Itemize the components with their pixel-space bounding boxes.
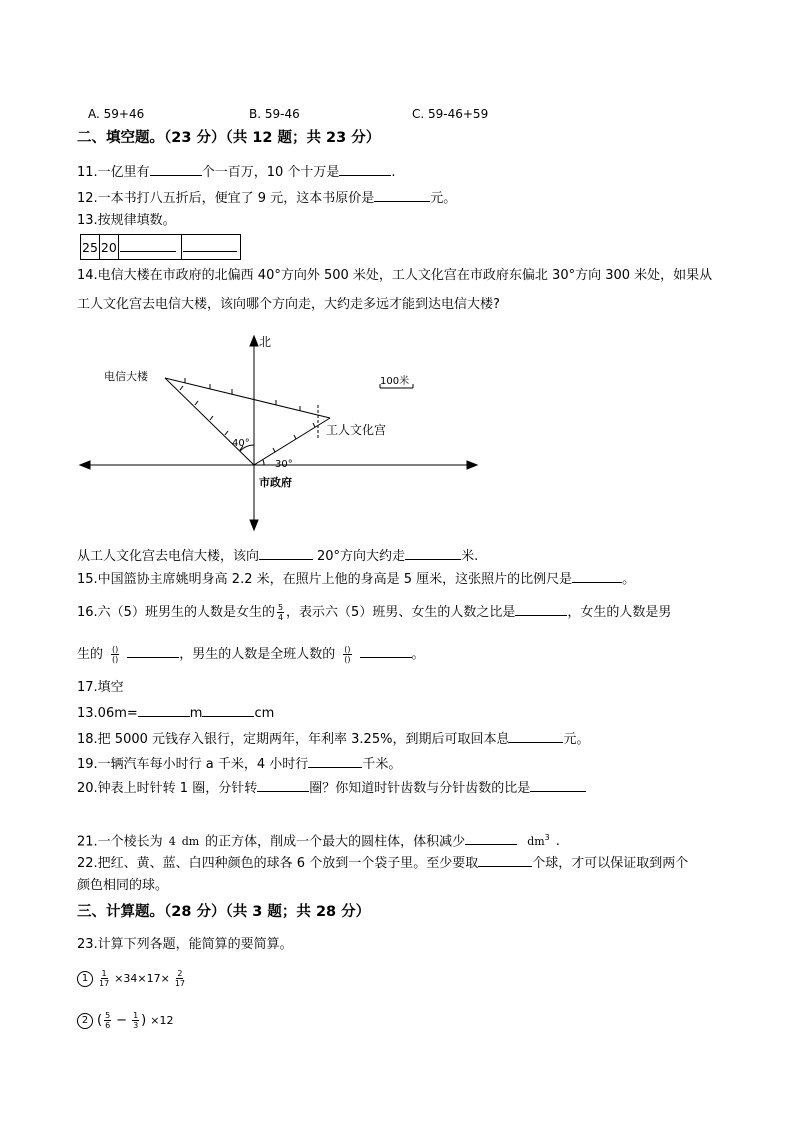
west-arrow: [80, 461, 90, 469]
question-19: [77, 755, 401, 773]
scale-label: 100米: [380, 376, 410, 387]
q20-blank-1[interactable]: [257, 779, 309, 792]
q15-blank[interactable]: [572, 570, 622, 583]
q23-item2-tail: ×12: [150, 1014, 174, 1027]
fraction-5-4: $\frac{5}{4}$: [277, 603, 284, 622]
telecom-building-label: 电信大楼: [104, 370, 148, 383]
q21-text-3: .: [555, 834, 560, 850]
circled-number-2: 2: [77, 1013, 93, 1029]
q16-text-4: 生的: [77, 647, 104, 662]
q22-text-1: 22.把红、黄、蓝、白四种颜色的球各 6 个放到一个袋子里。至少要取: [77, 856, 479, 871]
option-b: B. 59-46: [249, 107, 300, 121]
q22-blank[interactable]: [478, 854, 532, 867]
angle-arc-30: [263, 460, 264, 465]
sequence-table: [80, 234, 241, 260]
q16-text-1: 16.六（5）班男生的人数是女生的: [77, 605, 275, 620]
sequence-blank-cell[interactable]: [118, 235, 181, 260]
angle-label-40: 40°: [232, 438, 250, 449]
sequence-cell: 25: [81, 235, 100, 260]
q12-blank[interactable]: [374, 189, 430, 202]
east-arrow: [467, 461, 477, 469]
q12-text-2: 元。: [430, 191, 457, 206]
q23-item1-middle: ×34×17×: [114, 972, 170, 985]
south-arrow: [250, 520, 258, 530]
fraction-1-3: $\frac{1}{3}$: [133, 1011, 139, 1030]
q21-volume-unit: dm: [527, 835, 545, 849]
question-14-line-2: 工人文化宫去电信大楼，该向哪个方向走，大约走多远才能到达电信大楼?: [77, 297, 500, 312]
question-22-line-2: 颜色相同的球。: [77, 878, 169, 893]
section-heading-fill-in: 二、填空题。（23 分）（共 12 题；共 23 分）: [77, 130, 381, 146]
q11-text-3: .: [391, 165, 396, 180]
question-21: [77, 830, 560, 850]
q16-fraction-blank-2[interactable]: [360, 645, 412, 658]
question-22-line-1: [77, 854, 688, 872]
q21-edge-value: 4: [168, 835, 176, 849]
q14-answer-text-3: 米.: [461, 549, 479, 564]
q19-text-2: 千米。: [362, 757, 402, 772]
q16-text-2: ，表示六（5）班男、女生的人数之比是: [286, 605, 516, 620]
q20-text-2: 圈？你知道时针齿数与分针齿数的比是: [309, 781, 531, 796]
q11-blank-2[interactable]: [339, 163, 391, 176]
q18-blank[interactable]: [509, 730, 563, 743]
q19-text-1: 19.一辆汽车每小时行 a 千米，4 小时行: [77, 757, 309, 772]
option-a: A. 59+46: [88, 107, 145, 121]
fraction-placeholder: $\frac{()}{()}$: [344, 645, 351, 664]
question-13-label: 13.按规律填数。: [77, 213, 176, 228]
question-15: [77, 570, 635, 588]
circled-number-1: 1: [77, 971, 93, 987]
right-paren: ): [141, 1013, 147, 1028]
north-label: 北: [259, 335, 272, 349]
question-14-answer: [77, 547, 478, 565]
q21-blank[interactable]: [465, 832, 517, 845]
culture-palace-label: 工人文化宫: [326, 423, 387, 437]
fraction-placeholder: $\frac{()}{()}$: [112, 645, 119, 664]
q15-text-2: 。: [622, 572, 636, 587]
q11-blank-1[interactable]: [150, 163, 202, 176]
q21-exponent: 3: [544, 833, 550, 842]
sequence-cell: 20: [99, 235, 118, 260]
fraction-2-17: $\frac{2}{17}$: [174, 969, 186, 988]
route-government-telecom: [165, 378, 254, 465]
q16-text-6: 。: [411, 647, 425, 662]
option-c: C. 59-46+59: [412, 107, 489, 121]
q21-text-1: 21.一个棱长为: [77, 834, 163, 850]
q16-text-5: ，男生的人数是全班人数的: [179, 647, 336, 662]
q20-blank-2[interactable]: [530, 779, 586, 792]
government-label: 市政府: [259, 476, 292, 489]
q11-text-2: 个一百万，10 个十万是: [201, 165, 340, 180]
q16-ratio-blank[interactable]: [515, 603, 567, 616]
question-11: [77, 163, 396, 181]
q14-distance-blank[interactable]: [405, 547, 461, 560]
route-culture-telecom: [165, 378, 330, 418]
q21-text-2: 的正方体，削成一个最大的圆柱体，体积减少: [205, 834, 466, 850]
section-heading-calculation: 三、计算题。（28 分）（共 3 题；共 28 分）: [77, 904, 371, 920]
north-arrow: [250, 336, 258, 346]
q20-text-1: 20.钟表上时针转 1 圈，分针转: [77, 781, 258, 796]
q11-text-1: 11.一亿里有: [77, 165, 150, 180]
q16-text-3: ，女生的人数是男: [567, 605, 672, 620]
question-18: [77, 730, 589, 748]
q17-meter-blank[interactable]: [138, 704, 190, 717]
question-23-label: 23.计算下列各题，能简算的要简算。: [77, 937, 293, 952]
q17-text-2: m: [189, 706, 203, 721]
q12-text-1: 12.一本书打八五折后，便宜了 9 元，这本书原价是: [77, 191, 375, 206]
sequence-blank-cell[interactable]: [181, 235, 240, 260]
question-20: [77, 779, 586, 797]
left-paren: (: [97, 1013, 103, 1028]
q14-direction-blank[interactable]: [259, 547, 313, 560]
q16-fraction-blank-1[interactable]: [127, 645, 179, 658]
q19-blank[interactable]: [308, 755, 362, 768]
q14-answer-text-1: 从工人文化宫去电信大楼，该向: [77, 549, 260, 564]
question-17-label: 17.填空: [77, 680, 124, 695]
question-17-item: [77, 704, 274, 722]
q17-text-3: cm: [254, 706, 275, 721]
q14-answer-text-2: 20°方向大约走: [317, 549, 406, 564]
q18-text-2: 元。: [563, 732, 590, 747]
fraction-5-6: $\frac{5}{6}$: [105, 1011, 111, 1030]
q21-edge-unit: dm: [181, 835, 200, 849]
q18-text-1: 18.把 5000 元钱存入银行，定期两年，年利率 3.25%，到期后可取回本息: [77, 732, 510, 747]
fraction-1-17: $\frac{1}{17}$: [99, 969, 110, 988]
route-government-culture: [254, 418, 330, 465]
q22-text-2: 个球，才可以保证取到两个: [532, 856, 689, 871]
minus-sign: −: [116, 1013, 128, 1028]
question-23-item-1: [77, 968, 187, 990]
angle-label-30: 30°: [275, 459, 293, 470]
question-12: [77, 189, 456, 207]
q17-cm-blank[interactable]: [202, 704, 254, 717]
question-16-line-2: [77, 643, 425, 667]
question-14-line-1: 14.电信大楼在市政府的北偏西 40°方向外 500 米处，工人文化宫在市政府东偏北 30°方向 300 米处，如果从: [77, 268, 713, 283]
q15-text-1: 15.中国篮协主席姚明身高 2.2 米，在照片上他的身高是 5 厘米，这张照片的比例尺是: [77, 572, 573, 587]
question-23-item-2: [77, 1010, 173, 1032]
q17-text-1: 13.06m=: [77, 706, 138, 721]
question-16-line-1: [77, 601, 671, 625]
angle-arc-40: [240, 445, 254, 451]
